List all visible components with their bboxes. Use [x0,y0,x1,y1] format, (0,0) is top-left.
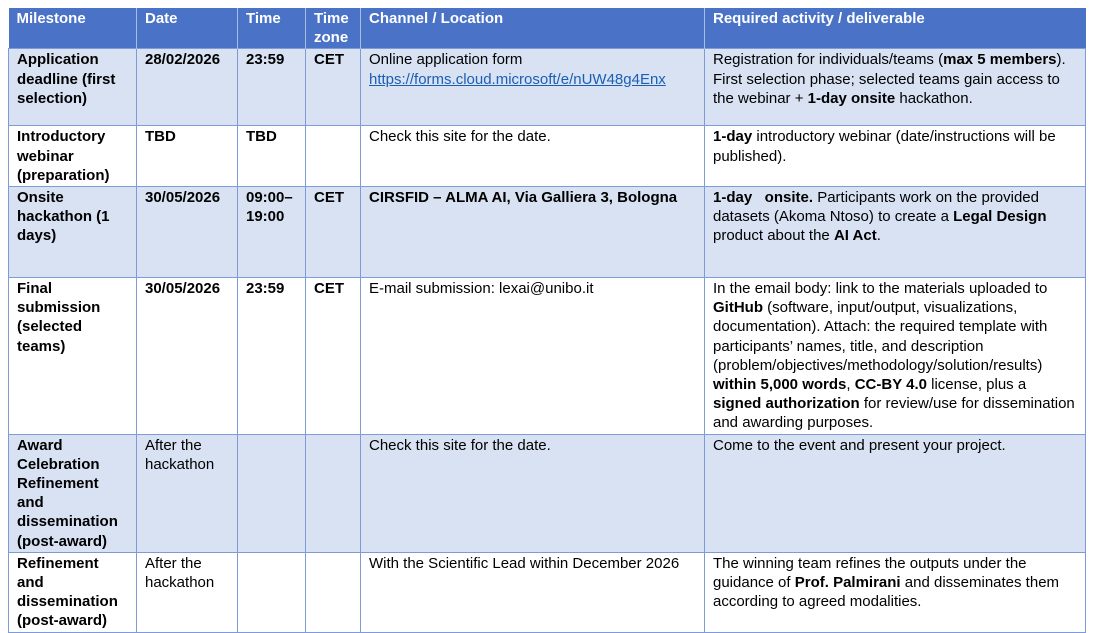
channel-cell: Check this site for the date. [361,126,705,187]
time-cell: TBD [238,126,306,187]
header-milestone: Milestone [9,8,137,49]
activity-cell [705,49,1086,126]
timezone-cell [306,126,361,187]
channel-cell [361,49,705,126]
header-channel: Channel / Location [361,8,705,49]
date-cell: After the hackathon [137,552,238,632]
header-timezone: Time zone [306,8,361,49]
table-row [9,126,1086,187]
activity-text: and disseminates them according to agreed modalities. [713,574,1060,611]
activity-cell [705,187,1086,278]
milestone-cell: Introductory webinar (preparation) [9,126,137,187]
channel-cell: CIRSFID – ALMA AI, Via Galliera 3, Bologna [361,187,705,278]
milestone-cell: Application deadline (first selection) [9,49,137,126]
activity-bold: Prof. Palmirani [794,574,901,592]
activity-bold: signed authorization [713,395,860,413]
activity-text: (software, input/output, visualizations, documentation). Attach: the required template with participants’ names, title, and description (problem/objectives/methodology/solution/results) [713,299,1048,374]
channel-cell: With the Scientific Lead within December 2026 [361,552,705,632]
date-cell: 28/02/2026 [137,49,238,126]
activity-cell [705,278,1086,435]
header-activity: Required activity / deliverable [705,8,1086,49]
activity-bold: AI Act [833,227,877,245]
milestone-schedule-table [8,8,1086,633]
timezone-cell [306,552,361,632]
activity-text: ). First selection phase; selected teams gain access to the webinar + [713,51,1066,107]
activity-text: . [876,227,881,245]
date-cell: 30/05/2026 [137,278,238,435]
activity-text: for review/use for dissemination and awarding purposes. [713,395,1075,432]
header-row [9,8,1086,49]
activity-bold: Legal Design [953,208,1047,226]
table-row [9,552,1086,632]
activity-bold: CC-BY 4.0 [854,376,927,394]
table-row [9,187,1086,278]
date-cell: TBD [137,126,238,187]
date-cell: 30/05/2026 [137,187,238,278]
header-date: Date [137,8,238,49]
activity-bold: 1-day [713,128,753,146]
time-cell [238,552,306,632]
time-cell [238,434,306,552]
milestone-cell: Award Celebration Refinement and dissemination (post-award) [9,434,137,552]
activity-text: hackathon. [895,89,973,107]
timezone-cell: CET [306,49,361,126]
activity-cell: Come to the event and present your project. [705,434,1086,552]
application-form-link[interactable]: https://forms.cloud.microsoft/e/nUW48g4Enx [369,70,666,88]
channel-cell: E-mail submission: lexai@unibo.it [361,278,705,435]
activity-text: Participants work on the provided datasets (Akoma Ntoso) to create a [713,189,1039,226]
activity-bold: 1-day onsite. [713,189,814,207]
activity-text: , [846,376,855,394]
activity-bold: max 5 members [943,51,1057,69]
table-row [9,49,1086,126]
milestone-cell: Refinement and dissemination (post-award) [9,552,137,632]
activity-text: Registration for individuals/teams ( [713,51,944,69]
time-cell: 09:00–19:00 [238,187,306,278]
time-cell: 23:59 [238,49,306,126]
activity-bold: 1-day onsite [807,89,896,107]
timezone-cell: CET [306,278,361,435]
table-row [9,434,1086,552]
activity-cell [705,126,1086,187]
timezone-cell: CET [306,187,361,278]
activity-text: In the email body: link to the materials uploaded to [713,280,1048,298]
activity-text: The winning team refines the outputs under the guidance of [713,554,1027,592]
table-row [9,278,1086,435]
timezone-cell [306,434,361,552]
channel-text: Online application form [369,51,523,69]
date-cell: After the hackathon [137,434,238,552]
time-cell: 23:59 [238,278,306,435]
milestone-cell: Onsite hackathon (1 days) [9,187,137,278]
header-time: Time [238,8,306,49]
activity-text: license, plus a [926,376,1027,394]
channel-cell: Check this site for the date. [361,434,705,552]
activity-cell [705,552,1086,632]
activity-text: product about the [713,227,834,245]
activity-text: introductory webinar (date/instructions will be published). [713,128,1056,165]
milestone-cell: Final submission (selected teams) [9,278,137,435]
activity-bold: GitHub [713,299,763,317]
activity-bold: within 5,000 words [713,376,847,394]
